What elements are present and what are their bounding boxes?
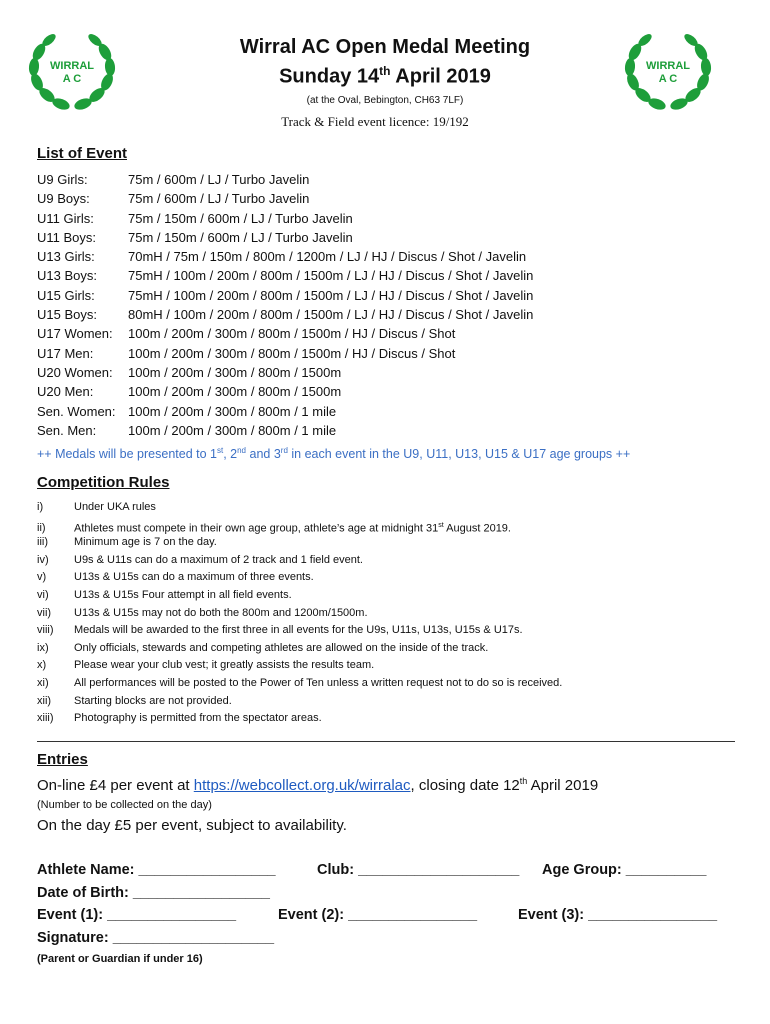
athlete-name-field[interactable]: Athlete Name: _________________	[37, 862, 276, 878]
rule-number: vi)	[37, 588, 49, 601]
event-list: 100m / 200m / 300m / 800m / 1500m / HJ / Discus / Shot	[128, 326, 456, 342]
events-heading: List of Event	[37, 145, 128, 162]
rule-number: i)	[37, 501, 44, 513]
rules-list	[37, 499, 562, 728]
on-the-day-note: On the day £5 per event, subject to availability.	[37, 817, 347, 834]
rule-number: xiii)	[37, 712, 54, 725]
event-row	[37, 324, 533, 343]
medals-note	[37, 446, 630, 461]
event-list: 75mH / 100m / 200m / 800m / 1500m / LJ / HJ / Discus / Shot / Javelin	[128, 287, 534, 303]
rule-item	[37, 517, 562, 535]
event-list: 75m / 600m / LJ / Turbo Javelin	[128, 191, 310, 207]
rule-text: U13s & U15s may not do both the 800m and 1200m/1500m.	[74, 606, 368, 619]
rule-text: Minimum age is 7 on the day.	[74, 536, 217, 549]
logo-text-line1: WIRRAL	[646, 60, 690, 72]
events-list	[37, 170, 533, 440]
online-entry-prefix: On-line £4 per event at	[37, 777, 194, 794]
licence: Track & Field event licence: 19/192	[281, 114, 469, 129]
rule-text-after: August 2019.	[443, 522, 511, 535]
online-entry-suffix: April 2019	[527, 777, 599, 794]
event-age-group: U11 Boys:	[37, 229, 97, 245]
rule-item	[37, 693, 562, 711]
rule-item	[37, 622, 562, 640]
event-2-field[interactable]: Event (2): ________________	[278, 907, 478, 923]
page-title: Wirral AC Open Medal Meeting	[239, 36, 531, 58]
event-age-group: Sen. Men:	[37, 422, 97, 438]
rule-number: ii)	[37, 522, 46, 535]
event-row	[37, 286, 533, 305]
rule-number: iv)	[37, 553, 49, 566]
signature-field[interactable]: Signature: ____________________	[37, 930, 275, 946]
logo-text-line2: A C	[658, 73, 678, 85]
event-date-sup: th	[379, 64, 391, 78]
event-row	[37, 382, 533, 401]
event-list: 80mH / 100m / 200m / 800m / 1500m / LJ / HJ / Discus / Shot / Javelin	[128, 307, 534, 323]
event-age-group: Sen. Women:	[37, 403, 116, 419]
event-row	[37, 189, 533, 208]
event-row	[37, 209, 533, 228]
webcollect-link[interactable]: https://webcollect.org.uk/wirralac	[193, 777, 411, 794]
rule-item	[37, 534, 562, 552]
event-1-field[interactable]: Event (1): ________________	[37, 907, 237, 923]
rule-text: Athletes must compete in their own age group, athlete’s age at midnight 31	[74, 522, 439, 535]
rule-number: xi)	[37, 676, 49, 689]
event-row	[37, 228, 533, 247]
rule-item	[37, 657, 562, 675]
event-list: 100m / 200m / 300m / 800m / 1 mile	[128, 422, 337, 438]
rule-item	[37, 569, 562, 587]
rule-text: Medals will be awarded to the first three in all events for the U9s, U11s, U13s, U15s & U17s.	[74, 624, 523, 637]
date-of-birth-field[interactable]: Date of Birth: _________________	[37, 885, 270, 901]
rule-text: U9s & U11s can do a maximum of 2 track and 1 field event.	[74, 553, 363, 566]
rules-heading: Competition Rules	[37, 474, 170, 491]
event-3-field[interactable]: Event (3): ________________	[518, 907, 718, 923]
event-date-suffix: April 2019	[390, 65, 491, 88]
event-age-group: U11 Girls:	[37, 210, 94, 226]
event-list: 100m / 200m / 300m / 800m / 1500m / HJ / Discus / Shot	[128, 345, 456, 361]
event-age-group: U9 Boys:	[37, 191, 90, 207]
medals-note-sup: st	[216, 446, 224, 455]
rule-number: x)	[37, 659, 47, 672]
event-row	[37, 363, 533, 382]
medals-note-part: in each event in the U9, U11, U13, U15 & U17 age groups ++	[287, 447, 631, 462]
event-list: 100m / 200m / 300m / 800m / 1 mile	[128, 403, 337, 419]
event-list: 75m / 150m / 600m / LJ / Turbo Javelin	[128, 210, 353, 226]
rule-text: U13s & U15s Four attempt in all field events.	[74, 588, 292, 601]
rule-text: Starting blocks are not provided.	[74, 694, 232, 707]
rule-item	[37, 552, 562, 570]
event-list: 75m / 600m / LJ / Turbo Javelin	[128, 172, 310, 187]
divider	[37, 741, 735, 742]
event-age-group: U15 Girls:	[37, 287, 95, 303]
event-row	[37, 402, 533, 421]
rule-number: viii)	[37, 624, 54, 637]
rule-item	[37, 710, 562, 728]
logo-text-line1: WIRRAL	[50, 60, 94, 72]
rule-text: U13s & U15s can do a maximum of three events.	[74, 571, 314, 584]
rule-item	[37, 499, 562, 517]
rule-text: Please wear your club vest; it greatly assists the results team.	[74, 659, 375, 672]
logo-text-line2: A C	[62, 73, 82, 85]
online-entry-mid: , closing date 12	[410, 777, 520, 794]
rule-item	[37, 587, 562, 605]
rule-text: Photography is permitted from the spectator areas.	[74, 712, 322, 725]
event-age-group: U9 Girls:	[37, 172, 88, 187]
event-list: 75m / 150m / 600m / LJ / Turbo Javelin	[128, 229, 353, 245]
rule-item	[37, 605, 562, 623]
event-age-group: U20 Men:	[37, 384, 94, 400]
collect-note: (Number to be collected on the day)	[37, 799, 212, 811]
rule-number: v)	[37, 571, 47, 584]
parent-guardian-note: (Parent or Guardian if under 16)	[37, 953, 203, 965]
medals-note-part: ++ Medals will be presented to 1	[37, 447, 217, 462]
online-entry-sup: th	[519, 776, 528, 786]
event-row	[37, 266, 533, 285]
online-entry-line	[37, 776, 598, 794]
medals-note-part: , 2	[223, 447, 238, 462]
event-row	[37, 247, 533, 266]
event-row	[37, 305, 533, 324]
event-age-group: U15 Boys:	[37, 307, 97, 323]
rule-number: ix)	[37, 641, 49, 654]
event-date	[0, 64, 770, 89]
rule-number: vii)	[37, 606, 52, 619]
event-age-group: U17 Men:	[37, 345, 94, 361]
rule-text: All performances will be posted to the Power of Ten unless a written request not to do so is received.	[74, 676, 563, 689]
age-group-field[interactable]: Age Group: __________	[542, 862, 707, 878]
event-age-group: U13 Boys:	[37, 268, 97, 284]
rule-text-sup: st	[438, 521, 444, 529]
rule-text: Under UKA rules	[74, 501, 156, 513]
event-age-group: U20 Women:	[37, 364, 113, 380]
entries-heading: Entries	[37, 751, 88, 768]
event-age-group: U17 Women:	[37, 326, 113, 342]
event-list: 100m / 200m / 300m / 800m / 1500m	[128, 384, 342, 400]
event-row	[37, 170, 533, 189]
event-date-prefix: Sunday 14	[279, 65, 380, 88]
rule-item	[37, 675, 562, 693]
event-list: 75mH / 100m / 200m / 800m / 1500m / LJ / HJ / Discus / Shot / Javelin	[128, 268, 534, 284]
venue: (at the Oval, Bebington, CH63 7LF)	[306, 95, 464, 106]
medals-note-sup: nd	[237, 446, 247, 455]
event-list: 70mH / 75m / 150m / 800m / 1200m / LJ / HJ / Discus / Shot / Javelin	[128, 249, 527, 265]
event-list: 100m / 200m / 300m / 800m / 1500m	[128, 364, 342, 380]
medals-note-part: and 3	[246, 447, 281, 462]
event-row	[37, 344, 533, 363]
rule-number: xii)	[37, 694, 52, 707]
rule-text: Only officials, stewards and competing athletes are allowed on the inside of the track.	[74, 641, 489, 654]
rule-number: iii)	[37, 536, 48, 549]
event-row	[37, 421, 533, 440]
rule-item	[37, 640, 562, 658]
event-age-group: U13 Girls:	[37, 249, 95, 265]
club-field[interactable]: Club: ____________________	[317, 862, 520, 878]
medals-note-sup: rd	[280, 446, 288, 455]
